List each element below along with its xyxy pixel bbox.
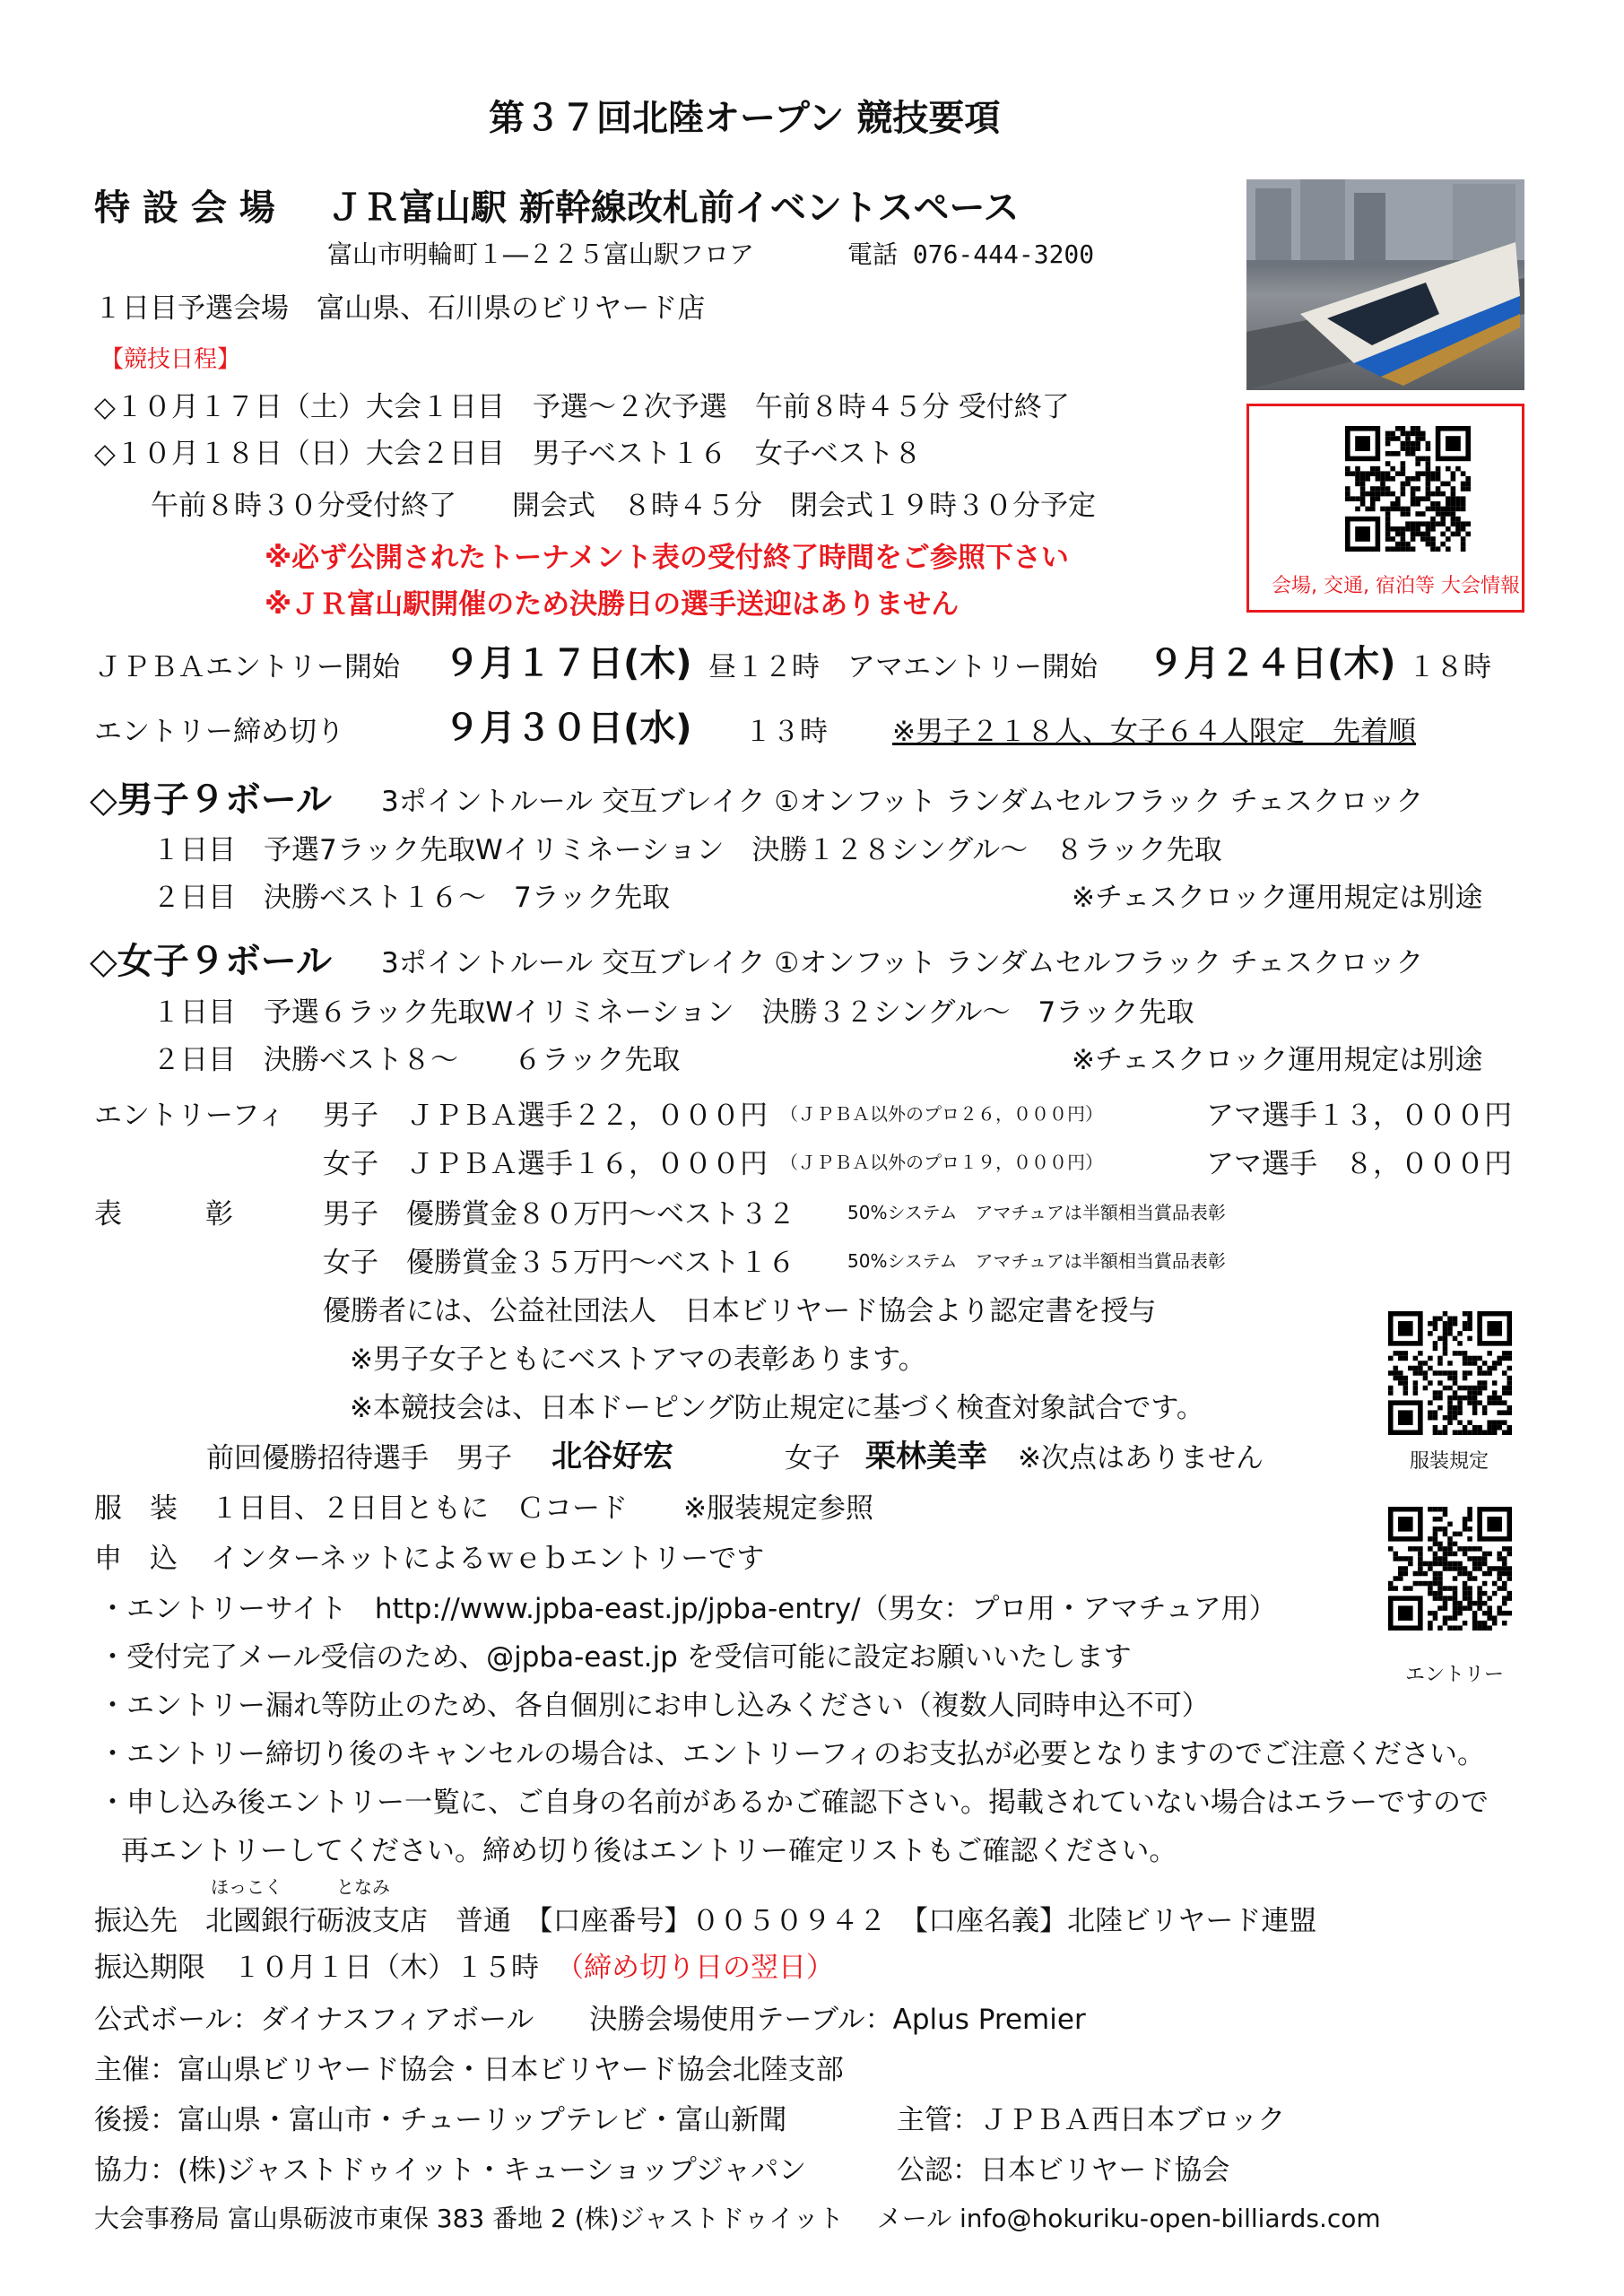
award-cert: 優勝者には、公益社団法人 日本ビリヤード協会より認定書を授与 [323,1295,1157,1327]
official-office: 大会事務局 富山県砺波市東保 383 番地 2 (株)ジャストドゥイット メール info@hokuriku-open-billiards.com [94,2204,1381,2233]
prev-winner-women: 栗林美幸 [865,1439,987,1474]
fee-women-main: 女子 ＪＰＢＡ選手１６，０００円 [323,1148,768,1180]
schedule-note2: ※ＪＲ富山駅開催のため決勝日の選手送迎はありません [265,588,960,621]
award-women-note: 50%システム アマチュアは半額相当賞品表彰 [847,1250,1226,1272]
venue-address: 富山市明輪町１―２２５富山駅フロア [327,239,755,269]
apply-check1: ・申し込み後エントリー一覧に、ご自身の名前があるかご確認下さい。掲載されていない場合はエラーですので [99,1787,1489,1819]
award-note2: ※本競技会は、日本ドーピング防止規定に基づく検査対象試合です。 [350,1392,1204,1424]
schedule-line3: 午前８時３０分受付終了 開会式 ８時４５分 閉会式１９時３０分予定 [151,490,1096,522]
venue-name: ＪＲ富山駅 新幹線改札前イベントスペース [327,187,1020,229]
schedule-heading: 【競技日程】 [100,346,241,373]
ama-entry-time: １８時 [1408,651,1491,683]
entry-qr-icon[interactable] [1388,1507,1512,1631]
dress-label: 服 装 [94,1492,178,1525]
apply-cancel: ・エントリー締切り後のキャンセルの場合は、エントリーフィのお支払が必要となりますのでご注意ください。 [99,1738,1485,1770]
entry-qr-caption: エントリー [1405,1664,1505,1686]
prev-winner-label: 前回優勝招待選手 男子 [206,1442,540,1474]
official-host: 主催：富山県ビリヤード協会・日本ビリヤード協会北陸支部 [94,2054,844,2086]
limit-note: ※男子２１８人、女子６４人限定 先着順 [892,716,1416,748]
women-day1: １日目 予選６ラック先取Wイリミネーション 決勝３２シングル～ 7ラック先取 [152,996,1194,1029]
dress-qr-icon[interactable] [1388,1311,1512,1435]
award-men-note: 50%システム アマチュアは半額相当賞品表彰 [847,1202,1226,1223]
men-day1: １日目 予選7ラック先取Wイリミネーション 決勝１２８シングル～ ８ラック先取 [152,834,1222,866]
bank-line: 振込先 北國銀行砺波支店 普通 【口座番号】００５０９４２ 【口座名義】北陸ビリヤード連盟 [94,1905,1317,1937]
schedule-line1: ◇１０月１７日（土）大会１日目 予選～２次予選 午前８時４５分 受付終了 [94,391,1070,423]
page-title: 第３７回北陸オープン 競技要項 [489,98,1001,139]
award-note1: ※男子女子ともにベストアマの表彰あります。 [350,1344,926,1376]
men-clock-note: ※チェスクロック運用規定は別途 [1072,882,1483,914]
dress-text: １日目、２日目ともに Ｃコード ※服装規定参照 [211,1492,873,1525]
women-clock-note: ※チェスクロック運用規定は別途 [1072,1044,1483,1076]
official-manage: 主管：ＪＰＢＡ西日本ブロック [897,2104,1286,2136]
jpba-entry-label: ＪＰＢＡエントリー開始 [94,651,400,683]
award-women: 女子 優勝賞金３５万円～ベスト１６ [323,1247,795,1279]
apply-individual: ・エントリー漏れ等防止のため、各自個別にお申し込みください（複数人同時申込不可） [99,1690,1210,1722]
bank-deadline: 振込期限 １０月１日（木）１５時 [94,1952,539,1984]
venue-label: 特 設 会 場 [94,187,275,229]
ama-entry-label: アマエントリー開始 [847,651,1098,683]
schedule-line2: ◇１０月１８日（日）大会２日目 男子ベスト１６ 女子ベスト８ [94,438,922,470]
fee-men-main: 男子 ＪＰＢＡ選手２２，０００円 [323,1100,768,1132]
women-rules: 3ポイントルール 交互ブレイク ①オンフット ランダムセルフラック チェスクロック [381,947,1424,979]
men-title: ◇男子９ボール [90,779,332,821]
award-label: 表 彰 [94,1198,233,1231]
dress-qr-caption: 服装規定 [1410,1450,1489,1473]
award-men: 男子 優勝賞金８０万円～ベスト３２ [323,1198,795,1231]
jpba-entry-time: 昼１２時 [708,651,820,683]
jpba-entry-date: ９月１７日(木) [444,643,692,684]
schedule-note1: ※必ず公開されたトーナメント表の受付終了時間をご参照下さい [265,542,1069,574]
fee-men-ama: アマ選手１３，０００円 [1206,1100,1512,1132]
men-day2: ２日目 決勝ベスト１６～ 7ラック先取 [152,882,671,914]
official-approve: 公認：日本ビリヤード協会 [897,2154,1230,2187]
day1-venue: １日目予選会場 富山県、石川県のビリヤード店 [94,292,706,325]
apply-label: 申 込 [94,1543,178,1575]
men-rules: 3ポイントルール 交互ブレイク ①オンフット ランダムセルフラック チェスクロック [381,786,1424,818]
apply-mail: ・受付完了メール受信のため、@jpba-east.jp を受信可能に設定お願いいたします [99,1641,1132,1674]
info-qr-caption: 会場, 交通, 宿泊等 大会情報 [1272,575,1520,597]
deadline-date: ９月３０日(水) [444,708,692,749]
fee-women-ama: アマ選手 ８，０００円 [1206,1148,1512,1180]
official-support: 後援：富山県・富山市・チューリップテレビ・富山新聞 [94,2104,787,2136]
prev-winner-women-label: 女子 [785,1442,868,1474]
fee-women-pro: （ＪＰＢＡ以外のプロ１９，０００円） [780,1152,1103,1173]
info-qr-icon[interactable] [1345,426,1471,552]
apply-text: インターネットによるｗｅｂエントリーです [211,1543,765,1575]
deadline-time: １３時 [744,716,828,748]
bank-ruby-hokkoku: ほっこく [211,1876,282,1898]
prev-winner-note: ※次点はありません [1018,1442,1264,1474]
prev-winner-men: 北谷好宏 [551,1439,673,1474]
fee-men-pro: （ＪＰＢＡ以外のプロ２６，０００円） [780,1103,1103,1125]
apply-check2: 再エントリーしてください。締め切り後はエントリー確定リストもご確認ください。 [121,1835,1177,1867]
official-ball: 公式ボール：ダイナスフィアボール 決勝会場使用テーブル：Aplus Premier [94,2004,1086,2036]
apply-site[interactable]: ・エントリーサイト http://www.jpba-east.jp/jpba-entry/（男女：プロ用・アマチュア用） [99,1593,1277,1625]
women-day2: ２日目 決勝ベスト８～ ６ラック先取 [152,1044,681,1076]
ama-entry-date: ９月２４日(木) [1148,643,1396,684]
women-title: ◇女子９ボール [90,941,332,982]
bank-deadline-note: （締め切り日の翌日） [556,1952,834,1984]
official-coop: 協力：(株)ジャストドゥイット・キューショップジャパン [94,2154,807,2187]
deadline-label: エントリー締め切り [94,716,344,748]
venue-phone: 電話 076-444-3200 [847,239,1095,269]
shinkansen-photo [1246,179,1524,390]
bank-ruby-tonami: となみ [336,1876,390,1898]
fee-label: エントリーフィ [94,1100,285,1132]
